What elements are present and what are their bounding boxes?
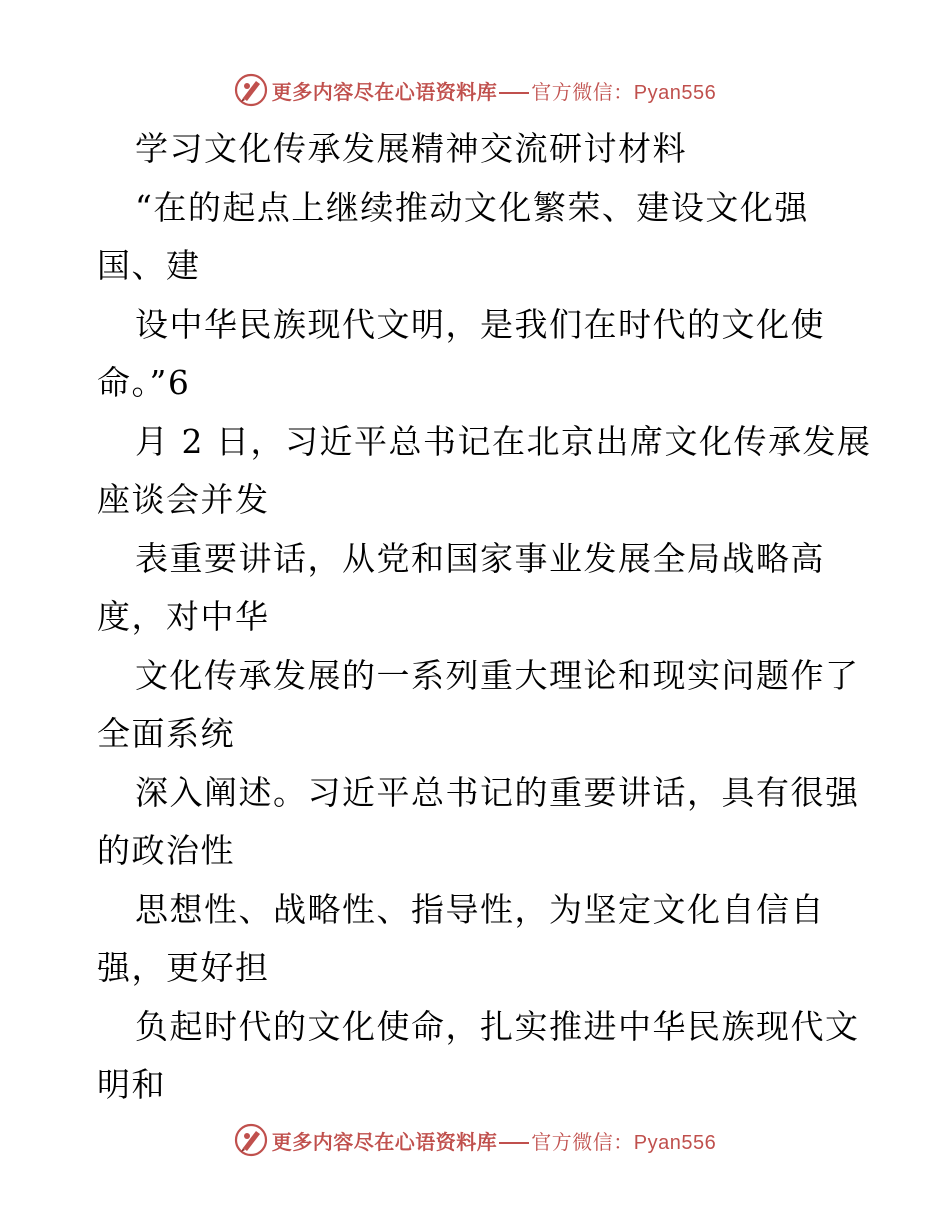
footer-banner-text (272, 1126, 716, 1155)
footer-banner-dash (499, 1142, 529, 1144)
doc-line: 表重要讲话，从党和国家事业发展全局战略高 (135, 538, 825, 578)
doc-line: 度，对中华 (97, 597, 270, 636)
footer-banner-title: 更多内容尽在心语资料库 (271, 1129, 498, 1154)
doc-line: “在的起点上继续推动文化繁荣、建设文化强 (135, 187, 809, 227)
doc-line: 思想性、战略性、指导性，为坚定文化自信自 (135, 889, 825, 929)
document-body (97, 120, 872, 1115)
doc-line: 全面系统 (97, 714, 235, 753)
pen-logo-icon (234, 73, 268, 107)
doc-line: 座谈会并发 (97, 480, 270, 519)
header-banner-title: 更多内容尽在心语资料库 (271, 79, 498, 104)
header-banner-text (272, 76, 716, 105)
doc-line: 明和 (97, 1065, 166, 1104)
pen-logo-icon (234, 1123, 268, 1157)
doc-line: 深入阐述。习近平总书记的重要讲话，具有很强 (135, 772, 860, 812)
header-banner (0, 70, 950, 110)
doc-line: 设中华民族现代文明，是我们在时代的文化使 (135, 304, 825, 344)
doc-line: 文化传承发展的一系列重大理论和现实问题作了 (135, 655, 860, 695)
header-banner-dash (499, 92, 529, 94)
doc-line: 命。”6 (97, 363, 191, 402)
doc-line: 的政治性 (97, 831, 235, 870)
doc-line: 国、建 (97, 246, 201, 285)
doc-title: 学习文化传承发展精神交流研讨材料 (135, 129, 687, 168)
header-banner-contact: 官方微信：Pyan556 (531, 81, 717, 104)
doc-line: 强，更好担 (97, 948, 270, 987)
doc-line: 月 2 日，习近平总书记在北京出席文化传承发展 (135, 421, 872, 461)
footer-banner-contact: 官方微信：Pyan556 (531, 1131, 717, 1154)
footer-banner (0, 1120, 950, 1160)
doc-line: 负起时代的文化使命，扎实推进中华民族现代文 (135, 1006, 860, 1046)
